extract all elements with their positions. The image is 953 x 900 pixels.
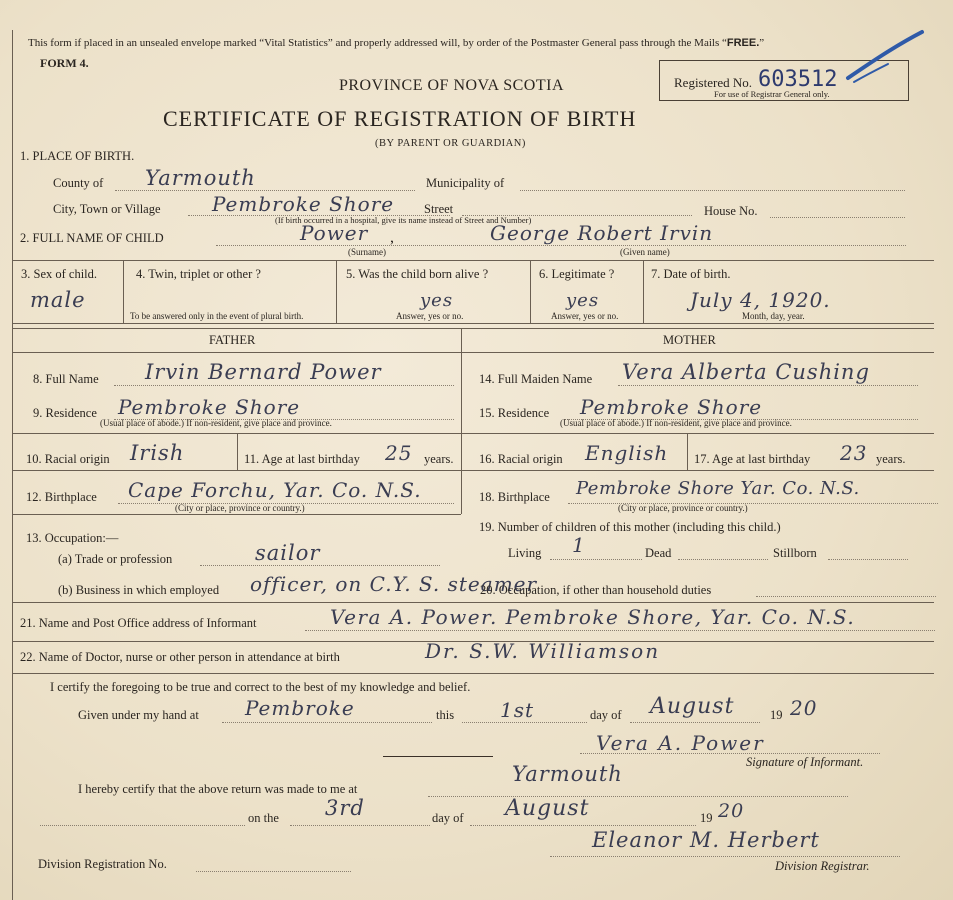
child-name-line [216,245,906,246]
business-label: (b) Business in which employed [58,583,220,597]
mother-age-divider [687,433,688,470]
mother-name-line [618,385,918,386]
stillborn-line [828,559,908,560]
racial-rule [12,470,934,471]
registrar-place-line [428,796,848,797]
mail-notice-end: ” [759,37,765,49]
on-the-label: on the [248,811,279,825]
registered-label: Registered No. [674,75,752,90]
legitimate-value: yes [566,290,600,311]
given-under-label: Given under my hand at [78,708,199,722]
registrar-month-line [470,825,696,826]
stillborn-label: Stillborn [773,546,817,560]
county-value: Yarmouth [145,166,256,190]
registrar-year-suffix: 20 [718,800,745,822]
details-divider-4 [643,260,644,323]
parents-heading-rule [12,352,934,353]
mother-name: Vera Alberta Cushing [622,360,870,384]
blue-check-mark [840,28,930,88]
residence-rule [12,433,934,434]
father-name: Irvin Bernard Power [145,360,382,384]
registrar-day: 3rd [325,796,365,820]
occupation-bottom-rule [12,602,934,603]
mother-residence: Pembroke Shore [580,395,763,419]
day-line [462,722,587,723]
father-occupation-label: 13. Occupation:— [26,531,119,545]
division-no-line [196,871,351,872]
on-the-leading-line [40,825,245,826]
municipality-line [520,190,905,191]
alive-note: Answer, yes or no. [396,311,464,321]
dob-label: 7. Date of birth. [651,267,731,281]
dob-value: July 4, 1920. [690,288,831,312]
registrar-year-prefix: 19 [700,811,713,825]
father-residence: Pembroke Shore [118,395,301,419]
registrar-day-of-label: day of [432,811,464,825]
registrar-day-line [290,825,430,826]
place-of-birth-label: 1. PLACE OF BIRTH. [20,149,135,163]
trade-value: sailor [255,541,321,565]
left-margin-rule [12,30,13,900]
details-top-rule [12,260,934,261]
mother-occupation-line [756,596,936,597]
alive-value: yes [420,290,454,311]
mother-birthplace: Pembroke Shore Yar. Co. N.S. [576,478,860,499]
mother-abode-note: (Usual place of abode.) If non-resident, give place and province. [560,418,792,428]
doctor-label: 22. Name of Doctor, nurse or other person in attendance at birth [20,650,340,664]
given-place: Pembroke [245,696,355,720]
trade-label: (a) Trade or profession [58,552,173,566]
father-residence-label: 9. Residence [33,406,97,420]
registrar-signature-label: Division Registrar. [775,859,870,873]
child-name-label: 2. FULL NAME OF CHILD [20,231,164,245]
year-suffix: 20 [790,696,818,720]
father-age: 25 [385,441,413,465]
father-years: years. [424,452,454,466]
month-line [630,722,760,723]
city-label: City, Town or Village [53,202,161,216]
child-surname: Power [300,221,369,245]
informant-day: 1st [500,698,535,722]
alive-label: 5. Was the child born alive ? [346,267,489,281]
mother-racial: English [585,441,669,465]
parents-center-divider [461,328,462,514]
business-value: officer, on C.Y. S. steamer [250,572,538,596]
twin-note: To be answered only in the event of plural birth. [130,311,304,321]
doctor-rule [12,673,934,674]
province-heading: PROVINCE OF NOVA SCOTIA [338,77,564,94]
registrar-signature-line [550,856,900,857]
given-place-line [222,722,432,723]
informant-line [305,630,935,631]
house-no-label: House No. [704,204,758,218]
living-value: 1 [572,533,586,557]
given-name-note: (Given name) [620,247,670,257]
informant-label: 21. Name and Post Office address of Informant [20,616,257,630]
father-heading: FATHER [209,333,256,347]
registrar-place: Yarmouth [512,762,623,786]
mail-notice [28,38,764,49]
registrar-signature: Eleanor M. Herbert [592,828,820,852]
mother-residence-label: 15. Residence [479,406,550,420]
mother-name-label: 14. Full Maiden Name [479,372,593,386]
form-number: FORM 4. [40,56,89,70]
child-given-name: George Robert Irvin [490,221,714,245]
certificate-title: CERTIFICATE OF REGISTRATION OF BIRTH [163,106,637,131]
mother-birthplace-note: (City or place, province or country.) [618,503,748,513]
this-label: this [436,708,455,722]
trade-line [200,565,440,566]
father-birthplace-label: 12. Birthplace [26,490,97,504]
twin-label: 4. Twin, triplet or other ? [136,267,261,281]
father-abode-note: (Usual place of abode.) If non-resident, give place and province. [100,418,332,428]
mother-years: years. [876,452,906,466]
registrar-month: August [505,796,590,821]
legitimate-note: Answer, yes or no. [551,311,619,321]
registrar-use-note: For use of Registrar General only. [714,89,830,99]
sex-value: male [30,288,86,312]
mother-racial-label: 16. Racial origin [479,452,563,466]
father-birthplace-note: (City or place, province or country.) [175,503,305,513]
street-label: Street [424,202,454,216]
mother-age: 23 [840,441,868,465]
details-divider-2 [336,260,337,323]
registrar-statement: I hereby certify that the above return was made to me at [78,782,358,796]
surname-note: (Surname) [348,247,386,257]
doctor-value: Dr. S.W. Williamson [425,639,661,663]
legitimate-label: 6. Legitimate ? [539,267,615,281]
details-divider-3 [530,260,531,323]
mother-occupation-label: 20. Occupation, if other than household duties [480,583,712,597]
father-racial: Irish [130,441,185,465]
division-no-label: Division Registration No. [38,857,167,871]
signature-label: Signature of Informant. [746,755,864,769]
details-bottom-rule [12,323,934,324]
dead-line [678,559,768,560]
municipality-label: Municipality of [426,176,505,190]
certificate-subtitle: (BY PARENT OR GUARDIAN) [375,138,526,149]
father-age-divider [237,433,238,470]
separator-rule [383,756,493,757]
dead-label: Dead [645,546,672,560]
details-divider-1 [123,260,124,323]
mail-notice-free: FREE. [726,37,760,49]
city-value: Pembroke Shore [212,192,395,216]
certify-statement: I certify the foregoing to be true and correct to the best of my knowledge and belief. [50,680,471,694]
father-racial-label: 10. Racial origin [26,452,110,466]
house-no-line [770,217,905,218]
day-of-label: day of [590,708,622,722]
father-birthplace: Cape Forchu, Yar. Co. N.S. [128,478,422,502]
father-bottom-rule [12,514,461,515]
sex-label: 3. Sex of child. [21,267,98,281]
hospital-note: (If birth occurred in a hospital, give its name instead of Street and Number) [275,215,532,225]
registered-number: 603512 [758,67,838,92]
signature-line [580,753,880,754]
mother-heading: MOTHER [663,333,716,347]
informant-value: Vera A. Power. Pembroke Shore, Yar. Co. N.S. [330,605,856,629]
father-name-line [114,385,454,386]
year-prefix: 19 [770,708,783,722]
parents-top-rule [12,328,934,329]
mother-children-label: 19. Number of children of this mother (including this child.) [479,520,781,534]
mother-birthplace-label: 18. Birthplace [479,490,550,504]
name-comma: , [390,229,394,246]
father-name-label: 8. Full Name [33,372,99,386]
living-label: Living [508,546,542,560]
county-label: County of [53,176,104,190]
informant-signature: Vera A. Power [596,731,765,755]
informant-month: August [650,694,735,719]
dob-note: Month, day, year. [742,311,805,321]
mail-notice-text: This form if placed in an unsealed envelope marked “Vital Statistics” and properly addressed will, by order of the Postmaster General pass through the Mails “ [28,37,727,49]
father-age-label: 11. Age at last birthday [244,452,360,466]
living-line [550,559,642,560]
mother-age-label: 17. Age at last birthday [694,452,811,466]
county-line [115,190,415,191]
